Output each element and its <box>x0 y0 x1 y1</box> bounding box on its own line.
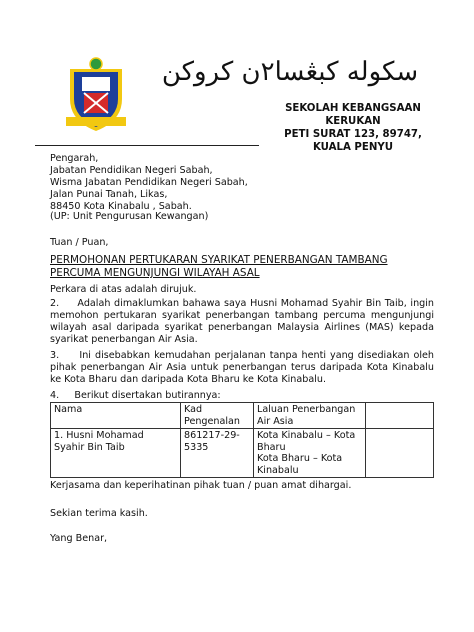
route-table <box>50 402 434 478</box>
subject-line1: PERMOHONAN PERTUKARAN SYARIKAT PENERBANGAN TAMBANG <box>50 254 388 266</box>
recipient-line: 88450 Kota Kinabalu , Sabah. <box>50 201 192 212</box>
paragraph-2-text: Adalah dimaklumkan bahawa saya Husni Mohamad Syahir Bin Taib, ingin memohon pertukaran syarikat penerbangan tambang percuma mengunjungi wilayah asal daripada syarikat penerbangan Malaysia Airlines (MAS) kepada syarikat penerbangan Air Asia. <box>50 298 435 345</box>
header-empty-cell <box>366 403 434 429</box>
paragraph-3-text: Ini disebabkan kemudahan perjalanan tanpa henti yang disediakan oleh pihak penerbangan Air Asia untuk penerbangan terus daripada Kota Kinabalu ke Kota Bharu dan daripada Kota Bharu ke Kota Kinabalu. <box>50 350 434 385</box>
school-crest-icon <box>60 55 132 135</box>
school-name-line2: KERUKAN <box>325 116 381 127</box>
paragraph-4-number: 4. <box>50 390 60 401</box>
address-line2: KUALA PENYU <box>312 142 394 153</box>
recipient-block <box>50 153 248 213</box>
recipient-line: Jalan Punai Tanah, Likas, <box>50 189 168 200</box>
header-route: Laluan Penerbangan Air Asia <box>254 403 366 429</box>
recipient-line: Jabatan Pendidikan Negeri Sabah, <box>50 165 213 176</box>
paragraph-2 <box>50 298 434 346</box>
route-line: Kota Kinabalu – Kota Bharu <box>257 430 356 453</box>
paragraph-3 <box>50 350 434 386</box>
paragraph-4-text: Berikut disertakan butirannya: <box>74 390 221 401</box>
school-logo <box>60 55 132 135</box>
reference-line: Perkara di atas adalah dirujuk. <box>50 284 197 295</box>
closing-thanks: Kerjasama dan keperihatinan pihak tuan / puan amat dihargai. <box>50 480 352 491</box>
table-header-row <box>51 403 434 429</box>
cell-name: 1. Husni Mohamad Syahir Bin Taib <box>51 429 181 478</box>
salutation: Tuan / Puan, <box>50 237 109 248</box>
jawi-school-name: سكوله كبڠسا٢ن كروكن <box>161 57 419 87</box>
table-row <box>51 429 434 478</box>
row-empty-cell <box>366 429 434 478</box>
header-name: Nama <box>51 403 181 429</box>
school-name-line1: SEKOLAH KEBANGSAAN <box>285 103 421 114</box>
recipient-line: Pengarah, <box>50 153 99 164</box>
school-letterhead <box>278 102 428 154</box>
attention-line: (UP: Unit Pengurusan Kewangan) <box>50 211 209 222</box>
header-ic: Kad Pengenalan <box>181 403 254 429</box>
paragraph-4 <box>50 390 221 402</box>
paragraph-3-number: 3. <box>50 350 60 361</box>
recipient-line: Wisma Jabatan Pendidikan Negeri Sabah, <box>50 177 248 188</box>
route-line: Kota Bharu – Kota Kinabalu <box>257 453 343 476</box>
closing-signoff: Yang Benar, <box>50 533 108 544</box>
closing-regards: Sekian terima kasih. <box>50 508 148 519</box>
subject-line2: PERCUMA MENGUNJUNGI WILAYAH ASAL <box>50 267 260 279</box>
header-divider <box>35 145 259 146</box>
address-line1: PETI SURAT 123, 89747, <box>284 129 422 140</box>
cell-ic: 861217-29-5335 <box>181 429 254 478</box>
paragraph-2-number: 2. <box>50 298 60 309</box>
cell-route <box>254 429 366 478</box>
